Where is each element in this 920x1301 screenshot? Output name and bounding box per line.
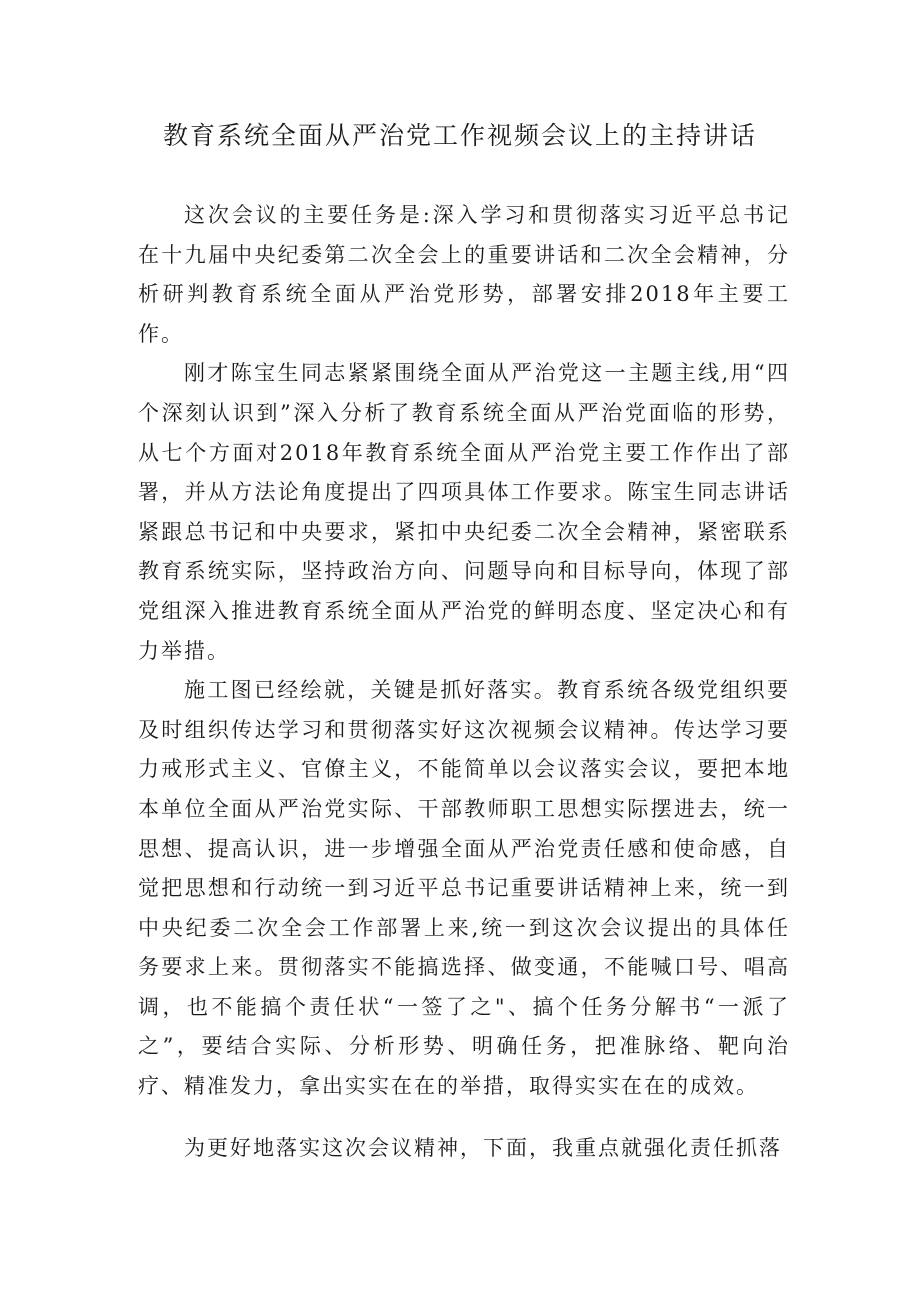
document-body xyxy=(138,196,790,1168)
paragraph-2: 刚才陈宝生同志紧紧围绕全面从严治党这一主题主线,用“四个深刻认识到”深入分析了教育系统全面从严治党面临的形势，从七个方面对2018年教育系统全面从严治党主要工作作出了部署，并从方法论角度提出了四项具体工作要求。陈宝生同志讲话紧跟总书记和中央要求，紧扣中央纪委二次全会精神，紧密联系教育系统实际，坚持政治方向、问题导向和目标导向，体现了部党组深入推进教育系统全面从严治党的鲜明态度、坚定决心和有力举措。 xyxy=(138,361,790,663)
paragraph-4: 为更好地落实这次会议精神，下面，我重点就强化责任抓落 xyxy=(184,1135,782,1160)
document-title: 教育系统全面从严治党工作视频会议上的主持讲话 xyxy=(162,121,757,150)
paragraph-1: 这次会议的主要任务是:深入学习和贯彻落实习近平总书记在十九届中央纪委第二次全会上的重要讲话和二次全会精神，分析研判教育系统全面从严治党形势，部署安排2018年主要工作。 xyxy=(138,203,790,346)
paragraph-3: 施工图已经绘就，关键是抓好落实。教育系统各级党组织要及时组织传达学习和贯彻落实好这次视频会议精神。传达学习要力戒形式主义、官僚主义，不能简单以会议落实会议，要把本地本单位全面从严治党实际、干部教师职工思想实际摆进去，统一思想、提高认识，进一步增强全面从严治党责任感和使命感，自觉把思想和行动统一到习近平总书记重要讲话精神上来，统一到中央纪委二次全会工作部署上来,统一到这次会议提出的具体任务要求上来。贯彻落实不能搞选择、做变通，不能喊口号、唱高调，也不能搞个责任状“一签了之"、搞个任务分解书“一派了之”，要结合实际、分析形势、明确任务，把准脉络、靶向治疗、精准发力，拿出实实在在的举措，取得实实在在的成效。 xyxy=(138,678,790,1099)
